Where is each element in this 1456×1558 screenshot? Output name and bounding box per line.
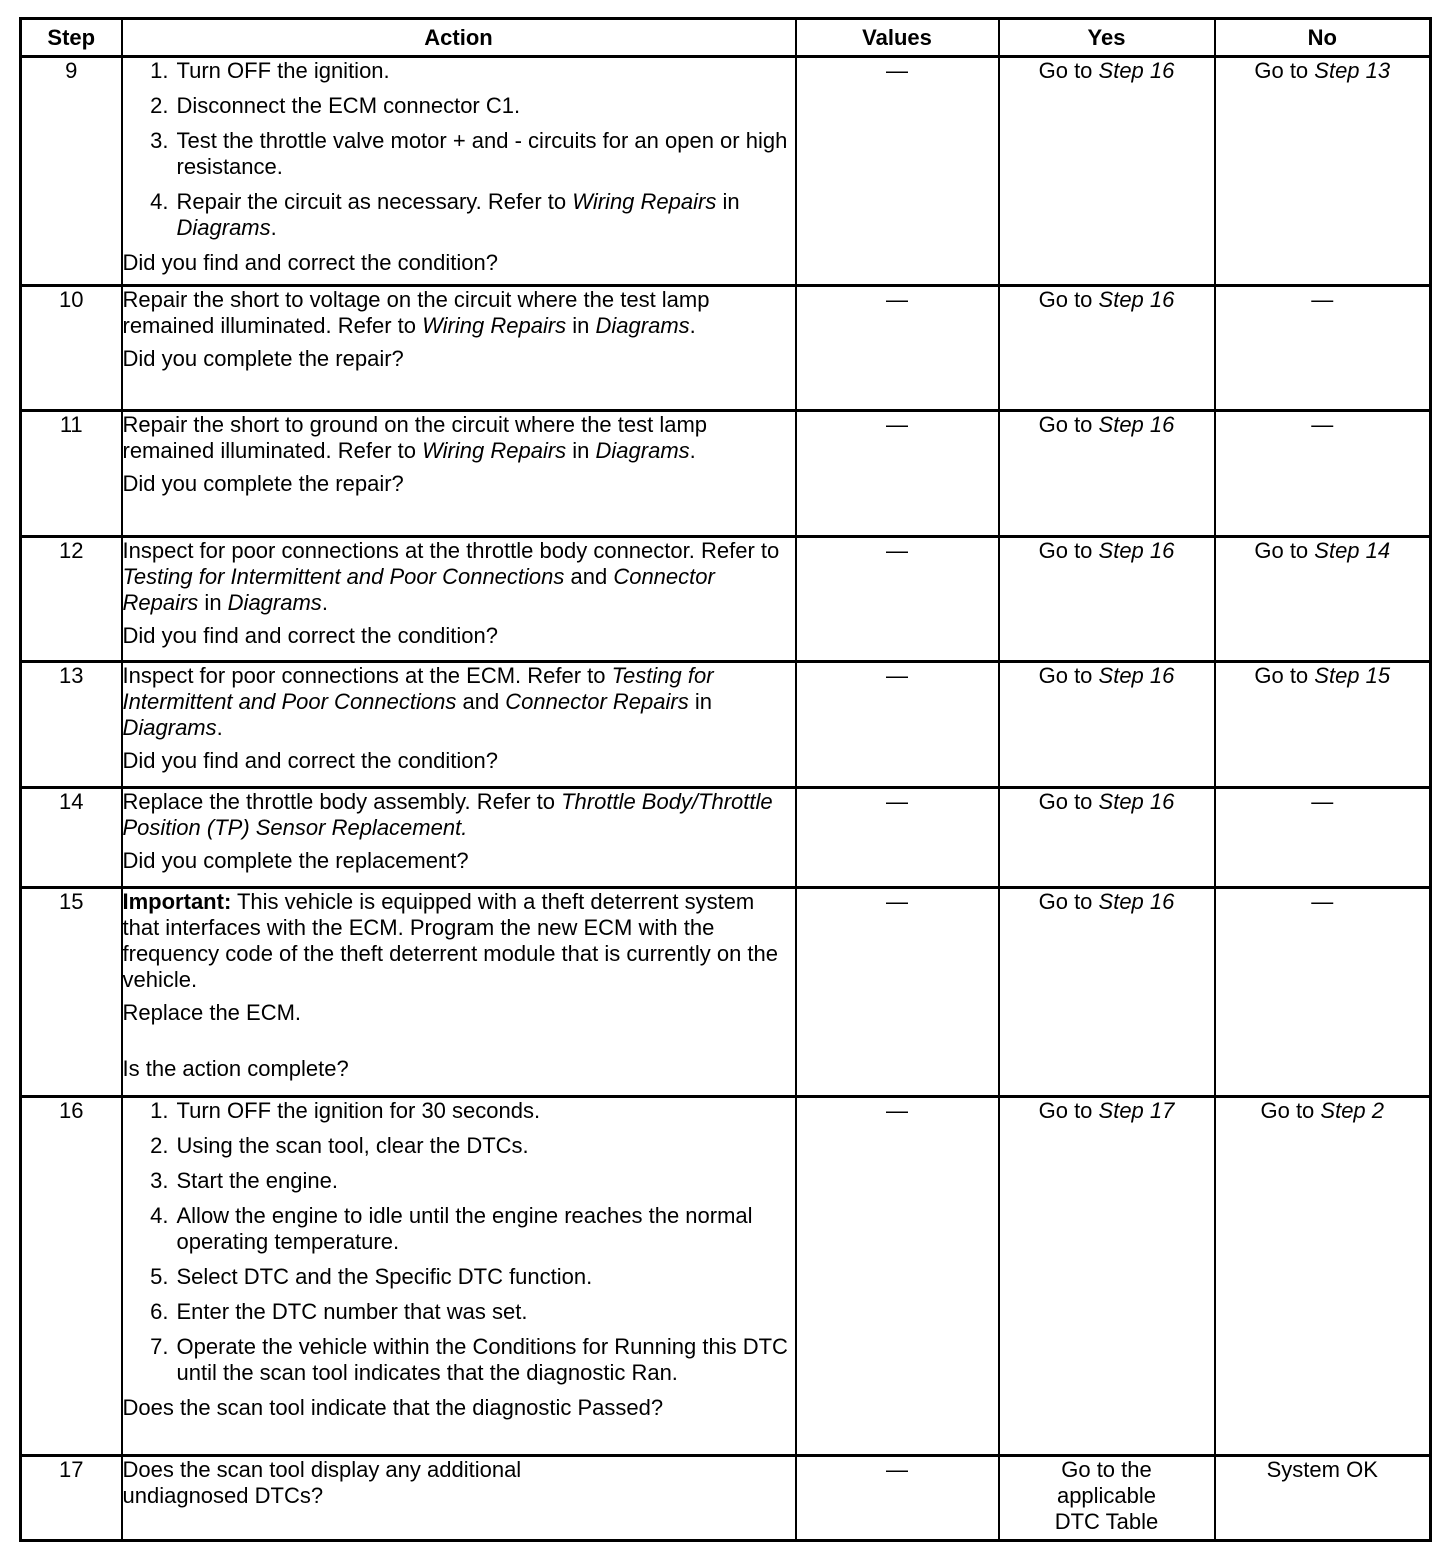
no-cell: —	[1215, 788, 1431, 888]
table-row	[21, 788, 1431, 888]
list-item: 6. Enter the DTC number that was set.	[150, 1299, 528, 1324]
list-item: 2. Using the scan tool, clear the DTCs.	[150, 1133, 529, 1158]
action-question: Did you complete the replacement?	[122, 848, 469, 873]
values-cell: —	[796, 1097, 999, 1456]
header-row	[21, 19, 1431, 57]
table-row	[21, 286, 1431, 411]
values-cell: —	[796, 662, 999, 788]
important-note: Important: This vehicle is equipped with a theft deterrent system that interfaces with the ECM. Program the new ECM with the frequency code of the theft deterrent module that is currently on the vehicle.	[122, 889, 778, 992]
action-question: Does the scan tool display any additional undiagnosed DTCs?	[122, 1457, 522, 1508]
header-no: No	[1215, 19, 1431, 57]
action-text: Repair the short to ground on the circuit where the test lamp remained illuminated. Refer to Wiring Repairs in Diagrams.	[122, 412, 708, 463]
action-steps	[123, 1098, 795, 1386]
yes-cell: Go to Step 16	[999, 57, 1215, 286]
values-cell: —	[796, 537, 999, 662]
action-steps	[123, 58, 795, 241]
header-yes: Yes	[999, 19, 1215, 57]
list-item: 3. Start the engine.	[150, 1168, 338, 1193]
step-number: 13	[21, 662, 122, 788]
yes-cell: Go to Step 16	[999, 286, 1215, 411]
step-number: 15	[21, 888, 122, 1097]
action-text: Inspect for poor connections at the ECM. Refer to Testing for Intermittent and Poor Connections and Connector Repairs in Diagrams.	[122, 663, 714, 740]
table-row	[21, 1097, 1431, 1456]
action-cell	[122, 888, 796, 1097]
action-question: Did you complete the repair?	[122, 346, 404, 371]
yes-cell: Go to Step 16	[999, 411, 1215, 537]
list-item: 2. Disconnect the ECM connector C1.	[150, 93, 521, 118]
no-cell: Go to Step 14	[1215, 537, 1431, 662]
no-cell: System OK	[1215, 1456, 1431, 1541]
action-cell	[122, 662, 796, 788]
step-number: 17	[21, 1456, 122, 1541]
no-cell: —	[1215, 411, 1431, 537]
header-values: Values	[796, 19, 999, 57]
action-text: Replace the ECM.	[122, 1000, 302, 1025]
list-item: 4. Allow the engine to idle until the engine reaches the normal operating temperature.	[150, 1203, 753, 1254]
list-item: 1. Turn OFF the ignition.	[150, 58, 390, 83]
yes-cell: Go to the applicable DTC Table	[999, 1456, 1215, 1541]
values-cell: —	[796, 286, 999, 411]
action-question: Did you find and correct the condition?	[122, 250, 498, 275]
table-row	[21, 57, 1431, 286]
step-number: 14	[21, 788, 122, 888]
action-question: Did you complete the repair?	[122, 471, 404, 496]
values-cell: —	[796, 411, 999, 537]
table-row	[21, 411, 1431, 537]
action-text: Repair the short to voltage on the circuit where the test lamp remained illuminated. Refer to Wiring Repairs in Diagrams.	[122, 287, 710, 338]
table-row	[21, 1456, 1431, 1541]
action-cell	[122, 788, 796, 888]
table-row	[21, 662, 1431, 788]
action-question: Does the scan tool indicate that the diagnostic Passed?	[122, 1395, 664, 1420]
list-item: 7. Operate the vehicle within the Conditions for Running this DTC until the scan tool indicates that the diagnostic Ran.	[150, 1334, 788, 1385]
action-question: Is the action complete?	[122, 1056, 349, 1081]
no-cell: Go to Step 15	[1215, 662, 1431, 788]
list-item: 4. Repair the circuit as necessary. Refer to Wiring Repairs in Diagrams.	[150, 189, 740, 240]
action-cell	[122, 57, 796, 286]
list-item: 1. Turn OFF the ignition for 30 seconds.	[150, 1098, 541, 1123]
action-cell	[122, 1097, 796, 1456]
yes-cell: Go to Step 16	[999, 788, 1215, 888]
no-cell: —	[1215, 888, 1431, 1097]
yes-cell: Go to Step 16	[999, 662, 1215, 788]
values-cell: —	[796, 57, 999, 286]
list-item: 3. Test the throttle valve motor + and - circuits for an open or high resistance.	[150, 128, 788, 179]
values-cell: —	[796, 788, 999, 888]
action-question: Did you find and correct the condition?	[122, 748, 498, 773]
table-row	[21, 888, 1431, 1097]
action-cell	[122, 286, 796, 411]
action-cell	[122, 1456, 796, 1541]
yes-cell: Go to Step 16	[999, 537, 1215, 662]
yes-cell: Go to Step 17	[999, 1097, 1215, 1456]
header-action: Action	[122, 19, 796, 57]
step-number: 12	[21, 537, 122, 662]
table-row	[21, 537, 1431, 662]
step-number: 10	[21, 286, 122, 411]
action-question: Did you find and correct the condition?	[122, 623, 498, 648]
action-cell	[122, 537, 796, 662]
list-item: 5. Select DTC and the Specific DTC function.	[150, 1264, 593, 1289]
step-number: 11	[21, 411, 122, 537]
step-number: 9	[21, 57, 122, 286]
diagnostic-table	[19, 17, 1432, 1542]
no-cell: Go to Step 13	[1215, 57, 1431, 286]
action-text: Replace the throttle body assembly. Refer to Throttle Body/Throttle Position (TP) Sensor Replacement.	[122, 789, 773, 840]
values-cell: —	[796, 888, 999, 1097]
header-step: Step	[21, 19, 122, 57]
action-text: Inspect for poor connections at the throttle body connector. Refer to Testing for Intermittent and Poor Connections and Connector Repairs in Diagrams.	[122, 538, 780, 615]
step-number: 16	[21, 1097, 122, 1456]
no-cell: —	[1215, 286, 1431, 411]
yes-cell: Go to Step 16	[999, 888, 1215, 1097]
no-cell: Go to Step 2	[1215, 1097, 1431, 1456]
action-cell	[122, 411, 796, 537]
values-cell: —	[796, 1456, 999, 1541]
important-label: Important:	[122, 889, 232, 914]
